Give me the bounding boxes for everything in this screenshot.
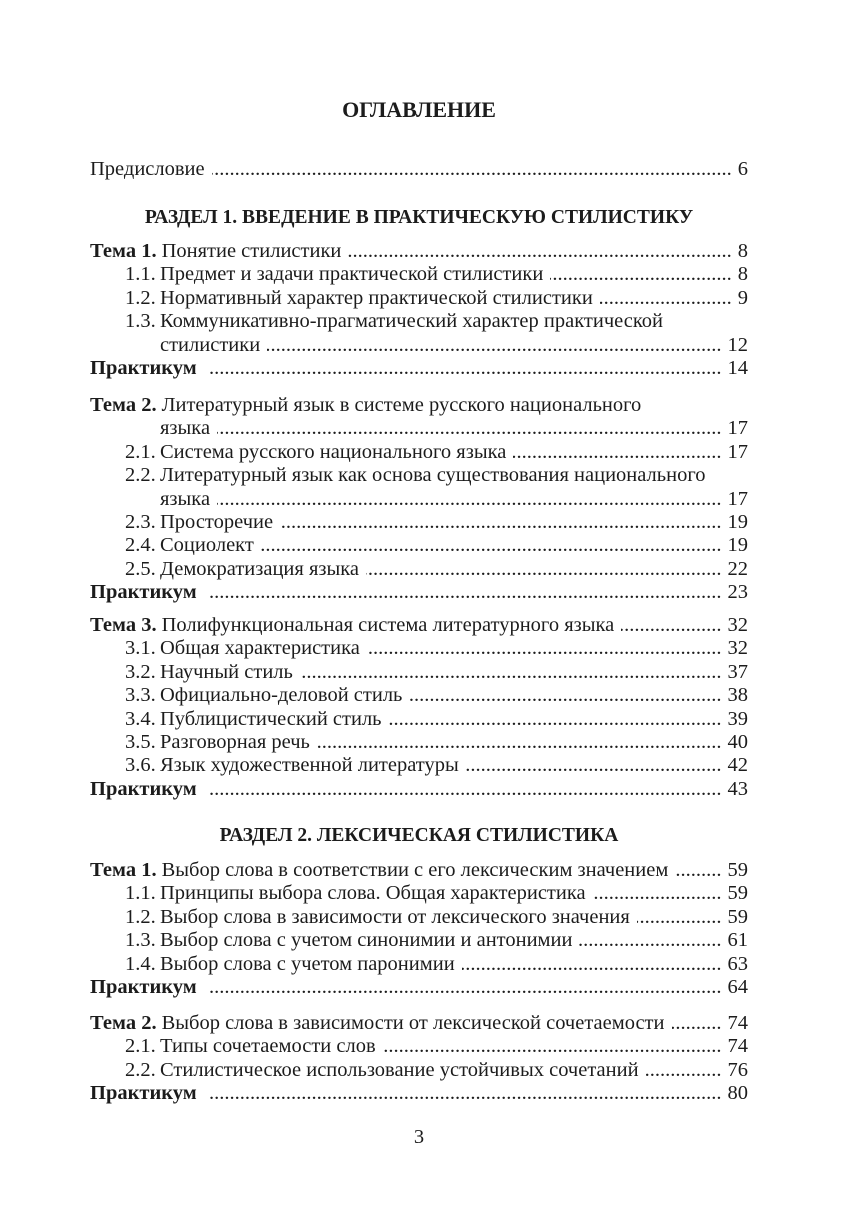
dot-leader [280,511,721,534]
entry-number: 3.4. [125,707,156,730]
topic-group [90,394,748,605]
topic-entry-continuation [90,417,748,440]
entry-title: Коммуникативно-прагматический характер практической [160,310,664,333]
entry-page: 59 [727,859,748,881]
practicum-label: Практикум [90,975,197,998]
topic-entry [90,1012,748,1035]
dot-leader [261,534,722,557]
dot-leader [672,1012,722,1035]
dot-leader [409,684,721,707]
entry-title: Понятие стилистики [161,240,342,262]
entry-page: 6 [737,158,748,180]
dot-leader [462,953,722,976]
entry-number: 1.1. [125,882,156,905]
entry-number: 3.5. [125,730,156,753]
entry-title: Выбор слова с учетом синонимии и антонимии [160,929,573,952]
entry-title: Литературный язык в системе русского национального [161,394,642,416]
dot-leader [389,708,722,731]
entry-page: 59 [727,882,748,905]
dot-leader [212,158,732,181]
subsection-entry [90,637,748,660]
entry-title: Демократизация языка [160,557,360,580]
subsection-entry [90,441,748,464]
subsection-entry [90,953,748,976]
topic-group [90,859,748,999]
subsection-entry [90,929,748,952]
entry-number: 2.3. [125,510,156,533]
topic-group [90,1012,748,1106]
entry-number: 2.5. [125,557,156,580]
entry-page: 32 [727,637,748,660]
subsection-entry [90,882,748,905]
entry-page: 61 [727,929,748,952]
entry-number: 2.2. [125,1058,156,1081]
entry-title: Стилистическое использование устойчивых сочетаний [160,1058,639,1081]
dot-leader [209,778,722,801]
dot-leader [466,754,722,777]
entry-title: Литературный язык как основа существования национального [160,464,706,487]
entry-number: 1.4. [125,952,156,975]
topic-group [90,614,748,801]
topic-label: Тема 2. [90,1012,157,1034]
dot-leader [637,906,722,929]
folio-page-number: 3 [413,1126,425,1148]
subsection-entry [90,708,748,731]
dot-leader [209,976,722,999]
topic-entry [90,859,748,882]
toc-title: ОГЛАВЛЕНИЕ [342,97,496,122]
dot-leader [621,614,721,637]
entry-page: 37 [727,660,748,683]
section-heading: РАЗДЕЛ 1. ВВЕДЕНИЕ В ПРАКТИЧЕСКУЮ СТИЛИСТИКУ [144,207,694,228]
practicum-entry [90,976,748,999]
subsection-entry-continuation [90,488,748,511]
entry-page: 43 [727,777,748,800]
topic-entry [90,240,748,263]
entry-page: 76 [727,1058,748,1081]
topic-entry [90,614,748,637]
practicum-entry [90,1082,748,1105]
entry-title: Предмет и задачи практической стилистики [160,263,544,286]
preface-entry [90,158,748,181]
entry-number: 2.1. [125,440,156,463]
topic-group [90,240,748,380]
dot-leader [267,334,721,357]
entry-page: 74 [727,1012,748,1034]
dot-leader [383,1035,722,1058]
topic-label: Тема 2. [90,394,157,416]
entry-title: стилистики [160,333,261,356]
dot-leader [217,488,721,511]
entry-title: Разговорная речь [160,730,310,753]
entry-number: 2.4. [125,534,156,557]
entry-page: 8 [737,240,748,262]
subsection-entry [90,754,748,777]
entry-number: 3.1. [125,637,156,660]
entry-page: 17 [727,417,748,440]
subsection-entry [90,310,748,333]
dot-leader [209,1082,722,1105]
subsection-entry [90,1059,748,1082]
subsection-entry [90,511,748,534]
dot-leader [348,240,731,263]
subsection-entry [90,906,748,929]
entry-page: 12 [727,333,748,356]
entry-title: Принципы выбора слова. Общая характеристика [160,882,586,905]
entry-page: 63 [727,952,748,975]
entry-page: 14 [727,356,748,379]
topic-label: Тема 3. [90,614,157,636]
entry-page: 19 [727,510,748,533]
dot-leader [579,929,721,952]
entry-title: Типы сочетаемости слов [160,1035,376,1058]
subsection-entry [90,287,748,310]
entry-page: 22 [727,557,748,580]
entry-title: Выбор слова в зависимости от лексической сочетаемости [161,1012,665,1034]
entry-page: 19 [727,534,748,557]
entry-number: 1.2. [125,286,156,309]
section-heading: РАЗДЕЛ 2. ЛЕКСИЧЕСКАЯ СТИЛИСТИКА [219,825,619,846]
dot-leader [550,263,731,286]
entry-number: 1.2. [125,905,156,928]
entry-page: 74 [727,1035,748,1058]
entry-title: Выбор слова в зависимости от лексического значения [160,905,630,928]
entry-title: Язык художественной литературы [160,754,459,777]
subsection-entry [90,263,748,286]
entry-page: 64 [727,975,748,998]
practicum-entry [90,357,748,380]
subsection-entry [90,558,748,581]
entry-title: Выбор слова в соответствии с его лексическим значением [161,859,669,881]
dot-leader [600,287,732,310]
entry-number: 1.1. [125,263,156,286]
entry-number: 2.1. [125,1035,156,1058]
entry-number: 3.3. [125,684,156,707]
entry-page: 39 [727,707,748,730]
entry-page: 8 [737,263,748,286]
dot-leader [367,637,722,660]
practicum-label: Практикум [90,581,197,604]
topic-entry [90,394,748,417]
practicum-label: Практикум [90,1082,197,1105]
dot-leader [513,441,721,464]
topic-label: Тема 1. [90,859,157,881]
entry-page: 9 [737,286,748,309]
entry-title: языка [160,487,211,510]
dot-leader [217,417,721,440]
dot-leader [366,558,721,581]
entry-page: 38 [727,684,748,707]
practicum-label: Практикум [90,777,197,800]
entry-page: 17 [727,440,748,463]
subsection-entry [90,464,748,487]
entry-title: языка [160,417,211,440]
entry-page: 40 [727,730,748,753]
entry-page: 80 [727,1082,748,1105]
subsection-entry [90,731,748,754]
entry-number: 3.6. [125,754,156,777]
entry-title: Нормативный характер практической стилистики [160,286,593,309]
entry-title: Полифункциональная система литературного языка [161,614,615,636]
entry-title: Официально-деловой стиль [160,684,403,707]
entry-number: 1.3. [125,310,156,333]
subsection-entry [90,534,748,557]
entry-title: Система русского национального языка [160,440,507,463]
dot-leader [209,357,722,380]
subsection-entry [90,1035,748,1058]
entry-title: Публицистический стиль [160,707,382,730]
entry-page: 32 [727,614,748,636]
entry-number: 2.2. [125,464,156,487]
dot-leader [209,581,722,604]
dot-leader [593,882,722,905]
dot-leader [646,1059,722,1082]
subsection-entry-continuation [90,334,748,357]
subsection-entry [90,684,748,707]
entry-number: 1.3. [125,929,156,952]
entry-title: Общая характеристика [160,637,360,660]
entry-title: Научный стиль [160,660,293,683]
practicum-entry [90,778,748,801]
entry-title: Социолект [160,534,254,557]
entry-page: 59 [727,905,748,928]
entry-number: 3.2. [125,660,156,683]
practicum-label: Практикум [90,356,197,379]
entry-page: 17 [727,487,748,510]
entry-title: Выбор слова с учетом паронимии [160,952,455,975]
topic-label: Тема 1. [90,240,157,262]
dot-leader [300,661,722,684]
entry-title: Просторечие [160,510,274,533]
subsection-entry [90,661,748,684]
practicum-entry [90,581,748,604]
entry-page: 42 [727,754,748,777]
entry-title: Предисловие [90,158,205,180]
entry-page: 23 [727,581,748,604]
dot-leader [317,731,722,754]
dot-leader [675,859,721,882]
